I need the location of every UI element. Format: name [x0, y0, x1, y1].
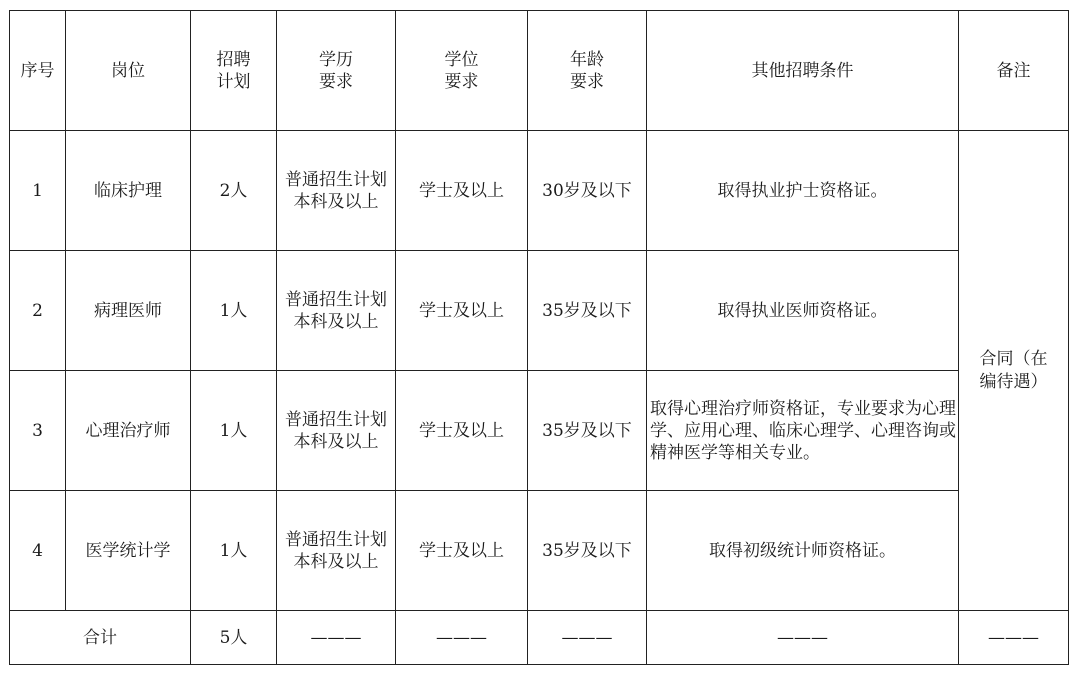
- cell-age: 30岁及以下: [528, 131, 647, 251]
- header-remark: 备注: [959, 11, 1069, 131]
- header-degree: [396, 11, 528, 131]
- cell-other-conditions: 取得执业护士资格证。: [647, 131, 959, 251]
- table-row: [10, 251, 1069, 371]
- cell-total-education: ———: [277, 611, 396, 665]
- cell-plan: 2人: [191, 131, 277, 251]
- cell-degree: 学士及以上: [396, 371, 528, 491]
- cell-plan: 1人: [191, 491, 277, 611]
- header-position: 岗位: [66, 11, 191, 131]
- table-row: [10, 371, 1069, 491]
- header-row: [10, 11, 1069, 131]
- header-age-line1: 年龄: [570, 49, 604, 70]
- header-other-conditions: 其他招聘条件: [647, 11, 959, 131]
- header-seq: 序号: [10, 11, 66, 131]
- total-row: [10, 611, 1069, 665]
- table-row: [10, 131, 1069, 251]
- cell-education: 普通招生计划本科及以上: [277, 251, 396, 371]
- header-age-line2: 要求: [570, 71, 604, 92]
- cell-plan: 1人: [191, 371, 277, 491]
- cell-education: 普通招生计划本科及以上: [277, 131, 396, 251]
- header-plan: [191, 11, 277, 131]
- cell-degree: 学士及以上: [396, 491, 528, 611]
- recruitment-table: [9, 10, 1069, 665]
- cell-remark-merged: 合同（在编待遇）: [959, 131, 1069, 611]
- header-education: [277, 11, 396, 131]
- cell-total-age: ———: [528, 611, 647, 665]
- cell-total-degree: ———: [396, 611, 528, 665]
- cell-other-conditions: 取得初级统计师资格证。: [647, 491, 959, 611]
- header-degree-line1: 学位: [444, 49, 479, 70]
- cell-age: 35岁及以下: [528, 491, 647, 611]
- header-plan-line1: 招聘: [216, 49, 251, 70]
- cell-total-other: ———: [647, 611, 959, 665]
- cell-other-conditions: 取得心理治疗师资格证，专业要求为心理学、应用心理、临床心理学、心理咨询或精神医学等相关专业。: [647, 371, 959, 491]
- header-education-line1: 学历: [319, 49, 353, 70]
- cell-total-remark: ———: [959, 611, 1069, 665]
- cell-seq: 1: [10, 131, 66, 251]
- header-plan-line2: 计划: [216, 71, 251, 92]
- cell-education: 普通招生计划本科及以上: [277, 371, 396, 491]
- table-row: [10, 491, 1069, 611]
- cell-degree: 学士及以上: [396, 131, 528, 251]
- cell-total-label: 合计: [10, 611, 191, 665]
- cell-seq: 4: [10, 491, 66, 611]
- cell-other-conditions: 取得执业医师资格证。: [647, 251, 959, 371]
- recruitment-table-container: [9, 10, 1069, 665]
- cell-age: 35岁及以下: [528, 251, 647, 371]
- cell-degree: 学士及以上: [396, 251, 528, 371]
- cell-total-plan: 5人: [191, 611, 277, 665]
- cell-plan: 1人: [191, 251, 277, 371]
- cell-position: 病理医师: [66, 251, 191, 371]
- cell-position: 临床护理: [66, 131, 191, 251]
- cell-seq: 2: [10, 251, 66, 371]
- header-education-line2: 要求: [319, 71, 353, 92]
- cell-position: 医学统计学: [66, 491, 191, 611]
- header-degree-line2: 要求: [444, 71, 479, 92]
- cell-age: 35岁及以下: [528, 371, 647, 491]
- cell-education: 普通招生计划本科及以上: [277, 491, 396, 611]
- cell-position: 心理治疗师: [66, 371, 191, 491]
- header-age: [528, 11, 647, 131]
- cell-seq: 3: [10, 371, 66, 491]
